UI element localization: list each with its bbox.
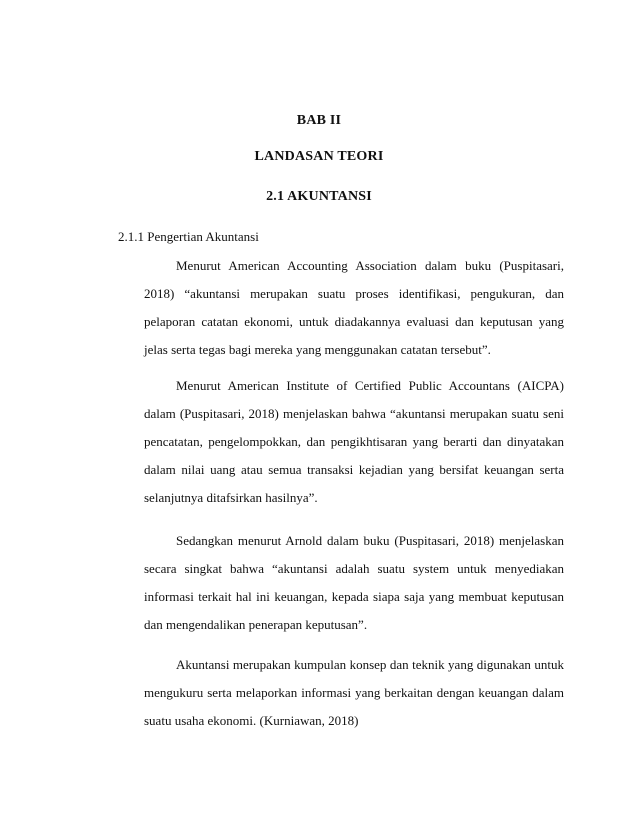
- paragraph-kurniawan-definition: Akuntansi merupakan kumpulan konsep dan teknik yang digunakan untuk mengukuru serta melaporkan informasi yang berkaitan dengan keuangan dalam suatu usaha ekonomi. (Kurniawan, 2018): [144, 657, 564, 728]
- paragraph-aicpa-definition: Menurut American Institute of Certified Public Accountans (AICPA) dalam (Puspitasari, 2018) menjelaskan bahwa “akuntansi merupakan suatu seni pencatatan, pengelompokkan, dan pengikhtisaran yang berarti dan dinyatakan dalam nilai uang atau semua transaksi kejadian yang bersifat keuangan serta selanjutnya ditafsirkan hasilnya”.: [144, 378, 564, 505]
- chapter-title: LANDASAN TEORI: [254, 149, 384, 164]
- section-title: 2.1 AKUNTANSI: [266, 189, 372, 204]
- paragraph-arnold-definition: Sedangkan menurut Arnold dalam buku (Puspitasari, 2018) menjelaskan secara singkat bahwa “akuntansi adalah suatu system untuk menyediakan informasi terkait hal ini keuangan, kepada siapa saja yang membuat keputusan dan mengendalikan penerapan keputusan”.: [144, 533, 564, 632]
- chapter-label: BAB II: [296, 113, 342, 128]
- paragraph-aaa-definition: Menurut American Accounting Association dalam buku (Puspitasari, 2018) “akuntansi merupakan suatu proses identifikasi, pengukuran, dan pelaporan catatan ekonomi, untuk diadakannya evaluasi dan keputusan yang jelas serta tegas bagi mereka yang menggunakan catatan tersebut”.: [144, 258, 564, 357]
- subsection-title: 2.1.1 Pengertian Akuntansi: [118, 229, 259, 244]
